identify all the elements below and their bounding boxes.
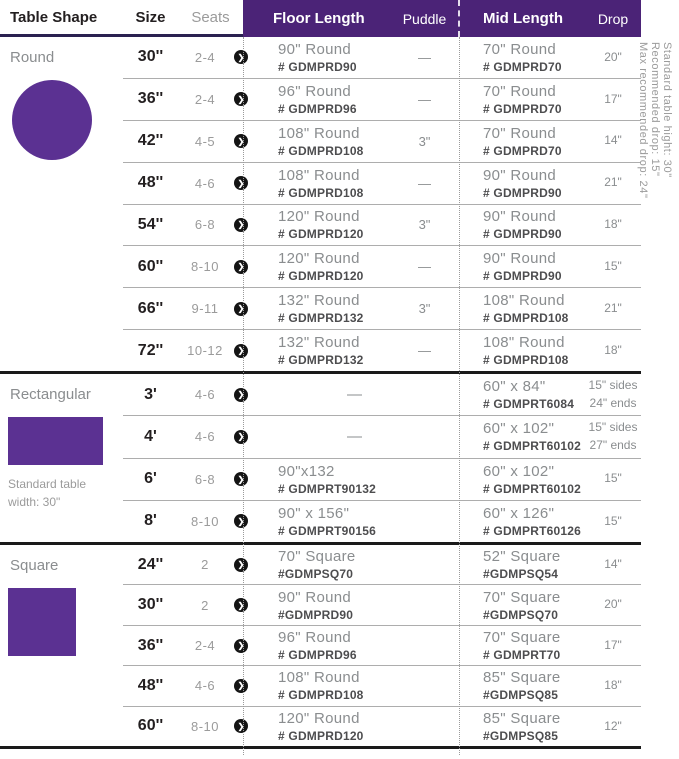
arrow-icon: ❯: [234, 472, 248, 486]
floor-length-cell: [250, 83, 390, 116]
side-notes: [637, 42, 673, 218]
mid-length-cell: [459, 334, 585, 367]
size-cell: 3': [144, 385, 157, 403]
mid-part-number: # GDMPRD70: [483, 101, 562, 116]
drop-value-ends: 27" ends: [589, 437, 637, 452]
arrow-cell: [232, 430, 250, 444]
drop-cell: [585, 258, 641, 275]
seats-cell: 2-4: [194, 49, 216, 65]
mid-size: 70" Round: [483, 124, 557, 142]
rows: [123, 374, 641, 542]
mid-part-number: # GDMPRD70: [483, 59, 562, 74]
col-header-seats: Seats: [191, 8, 230, 26]
drop-cell: [585, 174, 641, 191]
size-cell: 4': [144, 427, 157, 445]
size-cell: 30'': [137, 596, 164, 614]
arrow-icon: ❯: [234, 679, 248, 693]
floor-part-number: # GDMPRD90: [278, 59, 357, 74]
table-row: [123, 458, 641, 500]
drop-value: 15": [604, 513, 622, 528]
arrow-cell: [232, 50, 250, 64]
seats-cell: 2: [201, 557, 209, 573]
mid-size: 70" Round: [483, 40, 557, 58]
floor-size: 90" Round: [278, 588, 352, 606]
side-note: Recommended drop: 15": [649, 42, 661, 177]
arrow-cell: [232, 388, 250, 402]
puddle-cell: 3": [418, 133, 431, 149]
table-row: [123, 245, 641, 287]
floor-part-number: # GDMPRD120: [278, 269, 364, 284]
size-cell: 36'': [137, 90, 164, 108]
arrow-cell: [232, 134, 250, 148]
floor-length-cell: [250, 125, 390, 158]
floor-part-number: # GDMPRD108: [278, 688, 364, 703]
arrow-cell: [232, 639, 250, 653]
mid-part-number: # GDMPRT70: [483, 648, 561, 663]
mid-part-number: #GDMPSQ85: [483, 728, 559, 743]
floor-size: 90"x132: [278, 462, 335, 480]
drop-cell: [585, 677, 641, 694]
floor-length-cell: [250, 334, 390, 367]
section-label: Round: [10, 49, 55, 66]
floor-part-number: # GDMPRD108: [278, 143, 364, 158]
mid-part-number: # GDMPRD108: [483, 353, 569, 368]
mid-length-cell: [459, 505, 585, 538]
col-header-puddle: Puddle: [402, 10, 447, 27]
mid-size: 70" Square: [483, 588, 561, 606]
table-row: [123, 415, 641, 457]
drop-value: 14": [604, 557, 622, 571]
mid-size: 90" Round: [483, 250, 557, 268]
arrow-icon: ❯: [234, 344, 248, 358]
drop-cell: [585, 513, 641, 530]
mid-size: 70" Square: [483, 629, 561, 647]
mid-length-cell: [459, 548, 585, 581]
mid-part-number: # GDMPRD90: [483, 269, 562, 284]
floor-part-number: # GDMPRD96: [278, 101, 357, 116]
floor-part-number: # GDMPRD120: [278, 227, 364, 242]
seats-cell: 4-6: [194, 678, 216, 694]
mid-size: 60" x 102": [483, 462, 555, 480]
seats-cell: 10-12: [187, 343, 223, 359]
drop-value-ends: 24" ends: [589, 395, 637, 410]
floor-size: 120" Round: [278, 208, 360, 226]
floor-size: 96" Round: [278, 82, 352, 100]
mid-length-cell: [459, 292, 585, 325]
mid-part-number: #GDMPSQ54: [483, 567, 559, 582]
floor-size: 120" Round: [278, 250, 360, 268]
table-row: [123, 545, 641, 584]
shape-note: Standard table width: 30": [8, 477, 87, 509]
arrow-icon: ❯: [234, 92, 248, 106]
table-row: [123, 37, 641, 78]
floor-part-number: # GDMPRD132: [278, 311, 364, 326]
size-cell: 36'': [137, 636, 164, 654]
table-body: [0, 37, 641, 749]
mid-part-number: # GDMPRT6084: [483, 397, 575, 412]
drop-cell: [585, 419, 641, 454]
mid-part-number: # GDMPRT60102: [483, 481, 581, 496]
section-square: [0, 542, 641, 749]
rect-shape: [8, 417, 103, 465]
drop-value: 15": [604, 471, 622, 486]
header-dashed-divider: [458, 0, 460, 37]
floor-part-number: #GDMPRD90: [278, 607, 354, 622]
floor-length-cell: [250, 208, 390, 241]
mid-length-cell: [459, 420, 585, 453]
col-header-size: Size: [135, 8, 166, 26]
puddle-cell: —: [418, 259, 431, 275]
size-cell: 54'': [137, 215, 164, 233]
arrow-cell: [232, 719, 250, 733]
floor-part-number: # GDMPRD108: [278, 185, 364, 200]
dotted-guide-left: [243, 37, 244, 755]
floor-size: 108" Round: [278, 124, 360, 142]
arrow-cell: [232, 92, 250, 106]
floor-size: 90" Round: [278, 40, 352, 58]
drop-cell: [585, 470, 641, 487]
mid-size: 70" Round: [483, 82, 557, 100]
header-purple-bar: [243, 0, 641, 37]
puddle-cell: 3": [418, 301, 431, 317]
arrow-cell: [232, 598, 250, 612]
arrow-icon: ❯: [234, 50, 248, 64]
drop-cell: [585, 718, 641, 735]
size-cell: 30'': [137, 48, 164, 66]
seats-cell: 2: [201, 597, 209, 613]
seats-cell: 9-11: [191, 301, 219, 317]
rows: [123, 545, 641, 746]
size-cell: 8': [144, 512, 157, 530]
seats-cell: 2-4: [194, 91, 216, 107]
size-cell: 48'': [137, 174, 164, 192]
mid-length-cell: [459, 463, 585, 496]
arrow-cell: [232, 514, 250, 528]
table-row: [123, 706, 641, 746]
floor-length-cell: [250, 292, 390, 325]
drop-value: 21": [604, 300, 622, 315]
square-shape: [8, 588, 76, 656]
seats-cell: 4-5: [194, 133, 216, 149]
shape-cell: [0, 374, 123, 542]
mid-length-cell: [459, 208, 585, 241]
floor-length-dash: —: [347, 428, 362, 446]
drop-value: 18": [604, 678, 622, 693]
drop-value: 18": [604, 217, 622, 232]
drop-cell: [585, 91, 641, 108]
arrow-icon: ❯: [234, 302, 248, 316]
seats-cell: 2-4: [194, 638, 216, 654]
mid-size: 90" Round: [483, 208, 557, 226]
arrow-cell: [232, 558, 250, 572]
floor-size: 132" Round: [278, 334, 360, 352]
table-row: [123, 287, 641, 329]
drop-value: 20": [604, 597, 622, 612]
floor-size: 108" Round: [278, 166, 360, 184]
mid-size: 85" Square: [483, 669, 561, 687]
drop-value: 12": [604, 718, 622, 733]
dotted-guide-right: [459, 37, 460, 755]
floor-length-cell: [250, 548, 390, 581]
puddle-cell: —: [418, 343, 431, 359]
puddle-cell: —: [418, 49, 431, 65]
arrow-cell: [232, 260, 250, 274]
mid-size: 60" x 84": [483, 378, 546, 396]
drop-value: 21": [604, 175, 622, 190]
mid-part-number: # GDMPRT60102: [483, 439, 581, 454]
floor-length-cell: [250, 505, 390, 538]
mid-size: 108" Round: [483, 292, 565, 310]
mid-length-cell: [459, 167, 585, 200]
arrow-icon: ❯: [234, 176, 248, 190]
seats-cell: 4-6: [194, 387, 216, 403]
floor-length-dash: —: [347, 386, 362, 404]
mid-length-cell: [459, 589, 585, 622]
size-cell: 42'': [137, 132, 164, 150]
arrow-icon: ❯: [234, 430, 248, 444]
floor-part-number: # GDMPRT90156: [278, 523, 376, 538]
floor-length-cell: [250, 669, 390, 702]
floor-size: 90" x 156": [278, 504, 350, 522]
drop-value: 15" sides: [588, 378, 638, 393]
arrow-icon: ❯: [234, 514, 248, 528]
table-row: [123, 584, 641, 624]
drop-cell: [585, 377, 641, 412]
floor-part-number: # GDMPRD96: [278, 648, 357, 663]
floor-length-cell: [250, 167, 390, 200]
section-round: [0, 37, 641, 371]
rows: [123, 37, 641, 371]
header-left: [0, 0, 243, 37]
floor-length-cell: [250, 41, 390, 74]
size-cell: 60'': [137, 717, 164, 735]
table-row: [123, 162, 641, 204]
drop-cell: [585, 342, 641, 359]
mid-part-number: # GDMPRD90: [483, 185, 562, 200]
drop-value: 17": [604, 637, 622, 652]
mid-part-number: #GDMPSQ70: [483, 607, 559, 622]
mid-length-cell: [459, 629, 585, 662]
size-cell: 24'': [137, 555, 164, 573]
table-row: [123, 500, 641, 542]
circle-shape: [12, 80, 92, 160]
arrow-icon: ❯: [234, 719, 248, 733]
arrow-cell: [232, 176, 250, 190]
seats-cell: 4-6: [194, 175, 216, 191]
puddle-cell: —: [418, 91, 431, 107]
floor-length-cell: [250, 629, 390, 662]
mid-length-cell: [459, 669, 585, 702]
drop-value: 15": [604, 259, 622, 274]
floor-size: 108" Round: [278, 669, 360, 687]
drop-value: 17": [604, 91, 622, 106]
drop-cell: [585, 216, 641, 233]
drop-value: 18": [604, 342, 622, 357]
arrow-icon: ❯: [234, 598, 248, 612]
mid-size: 90" Round: [483, 166, 557, 184]
arrow-cell: [232, 344, 250, 358]
mid-part-number: # GDMPRD108: [483, 311, 569, 326]
table-row: [123, 625, 641, 665]
mid-length-cell: [459, 125, 585, 158]
drop-cell: [585, 300, 641, 317]
drop-cell: [585, 132, 641, 149]
section-label: Rectangular: [10, 386, 91, 403]
table-row: [123, 78, 641, 120]
mid-size: 52" Square: [483, 548, 561, 566]
mid-length-cell: [459, 41, 585, 74]
floor-size: 96" Round: [278, 629, 352, 647]
floor-length-cell: [250, 589, 390, 622]
section-label: Square: [10, 557, 59, 574]
puddle-cell: 3": [418, 217, 431, 233]
arrow-cell: [232, 218, 250, 232]
seats-cell: 8-10: [190, 513, 220, 529]
size-cell: 6': [144, 470, 157, 488]
floor-length-cell: [250, 710, 390, 743]
drop-value: 15" sides: [588, 420, 638, 435]
mid-size: 85" Square: [483, 709, 561, 727]
mid-part-number: # GDMPRD70: [483, 143, 562, 158]
size-cell: 66'': [137, 299, 164, 317]
floor-part-number: # GDMPRD132: [278, 353, 364, 368]
table-row: [123, 204, 641, 246]
mid-length-cell: [459, 250, 585, 283]
side-note: Standard table hight: 30": [661, 42, 673, 178]
drop-value: 20": [604, 49, 622, 64]
section-rectangular: [0, 371, 641, 542]
arrow-cell: [232, 302, 250, 316]
floor-length-cell: [250, 463, 390, 496]
mid-size: 60" x 126": [483, 504, 555, 522]
seats-cell: 6-8: [194, 217, 216, 233]
table-row: [123, 665, 641, 705]
mid-part-number: # GDMPRT60126: [483, 523, 581, 538]
mid-part-number: # GDMPRD90: [483, 227, 562, 242]
drop-cell: [585, 49, 641, 66]
arrow-cell: [232, 472, 250, 486]
floor-length-cell: [250, 250, 390, 283]
arrow-icon: ❯: [234, 558, 248, 572]
shape-cell: [0, 545, 123, 746]
drop-cell: [585, 596, 641, 613]
arrow-icon: ❯: [234, 134, 248, 148]
table-row: [123, 329, 641, 371]
seats-cell: 8-10: [190, 718, 220, 734]
shape-cell: [0, 37, 123, 371]
size-cell: 48'': [137, 676, 164, 694]
mid-part-number: #GDMPSQ85: [483, 688, 559, 703]
mid-length-cell: [459, 378, 585, 411]
floor-size: 70" Square: [278, 548, 356, 566]
arrow-icon: ❯: [234, 260, 248, 274]
drop-cell: [585, 637, 641, 654]
floor-part-number: # GDMPRD120: [278, 728, 364, 743]
arrow-icon: ❯: [234, 388, 248, 402]
arrow-cell: [232, 679, 250, 693]
arrow-icon: ❯: [234, 218, 248, 232]
floor-part-number: # GDMPRT90132: [278, 481, 376, 496]
side-note: Max recommended drop: 24": [637, 42, 649, 199]
size-cell: 72'': [137, 341, 164, 359]
floor-part-number: #GDMPSQ70: [278, 567, 354, 582]
drop-cell: [585, 556, 641, 573]
seats-cell: 4-6: [194, 429, 216, 445]
seats-cell: 8-10: [190, 259, 220, 275]
col-header-mid-length: Mid Length: [483, 10, 563, 27]
mid-length-cell: [459, 710, 585, 743]
size-cell: 60'': [137, 257, 164, 275]
floor-size: 132" Round: [278, 292, 360, 310]
puddle-cell: —: [418, 175, 431, 191]
drop-value: 14": [604, 133, 622, 148]
col-header-table-shape: Table Shape: [10, 8, 98, 26]
mid-size: 108" Round: [483, 334, 565, 352]
col-header-drop: Drop: [597, 10, 629, 27]
table-row: [123, 120, 641, 162]
mid-size: 60" x 102": [483, 420, 555, 438]
table-row: [123, 374, 641, 415]
chart-header: [0, 0, 641, 37]
floor-size: 120" Round: [278, 709, 360, 727]
mid-length-cell: [459, 83, 585, 116]
col-header-floor-length: Floor Length: [273, 10, 365, 27]
seats-cell: 6-8: [194, 471, 216, 487]
arrow-icon: ❯: [234, 639, 248, 653]
